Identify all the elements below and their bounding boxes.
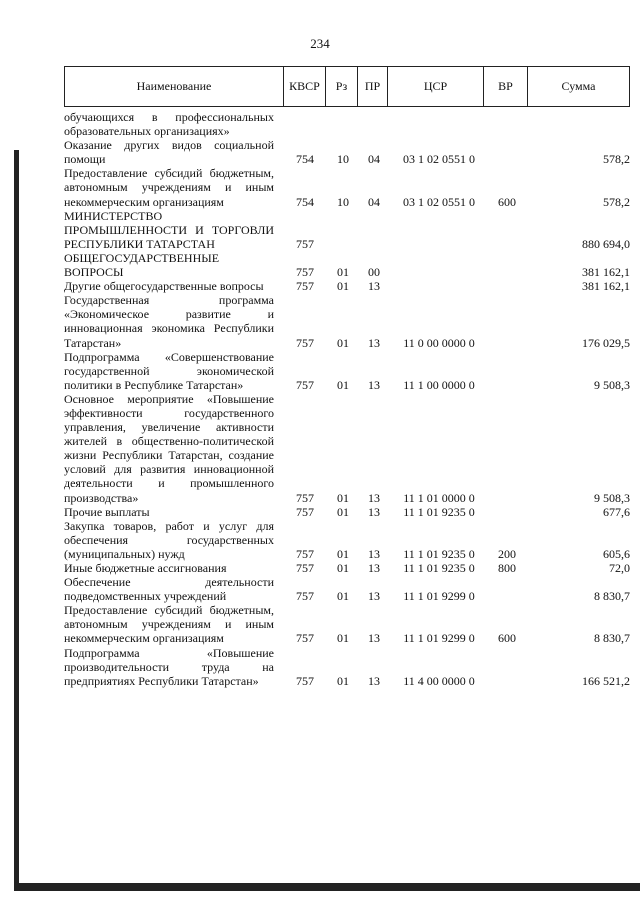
- row-name: Прочие выплаты: [64, 504, 150, 519]
- row-name: Обеспечение деятельности подведомственных учреждений: [64, 575, 274, 604]
- row-sum: 381 162,1: [582, 279, 630, 294]
- scan-bottom-border: [14, 883, 640, 891]
- row-name: МИНИСТЕРСТВО ПРОМЫШЛЕННОСТИ И ТОРГОВЛИ РЕСПУБЛИКИ ТАТАРСТАН: [64, 208, 274, 251]
- table-row: [64, 350, 630, 392]
- row-vr: 600: [498, 194, 516, 209]
- row-rz: 01: [337, 279, 349, 294]
- row-name: Подпрограмма «Совершенствование государственной экономической политики в Республике Татарстан»: [64, 349, 274, 392]
- table-body: [64, 110, 630, 688]
- row-rz: 01: [337, 377, 349, 392]
- row-csr: 11 1 01 9235 0: [403, 561, 475, 575]
- row-rz: 01: [337, 490, 349, 505]
- table-row: [64, 110, 630, 138]
- row-pr: 13: [368, 335, 380, 350]
- table-row: [64, 603, 630, 645]
- row-kvsr: 754: [296, 194, 314, 209]
- row-kvsr: 754: [296, 152, 314, 167]
- row-name: Иные бюджетные ассигнования: [64, 561, 227, 575]
- row-pr: 13: [368, 673, 380, 688]
- row-vr: 800: [498, 561, 516, 575]
- page-number: 234: [310, 36, 330, 51]
- row-csr: 11 1 00 0000 0: [403, 377, 475, 392]
- row-pr: 13: [368, 589, 380, 604]
- row-sum: 166 521,2: [582, 673, 630, 688]
- row-sum: 9 508,3: [594, 490, 630, 505]
- row-csr: 11 1 01 0000 0: [403, 490, 475, 505]
- row-pr: 13: [368, 279, 380, 294]
- table-row: [64, 519, 630, 561]
- table-row: [64, 138, 630, 166]
- row-rz: 01: [337, 631, 349, 646]
- row-name: Закупка товаров, работ и услуг для обеспечения государственных (муниципальных) нужд: [64, 518, 274, 561]
- column-header-csr: ЦСР: [388, 67, 484, 106]
- row-kvsr: 757: [296, 279, 314, 294]
- row-pr: 13: [368, 490, 380, 505]
- row-rz: 01: [337, 504, 349, 519]
- row-kvsr: 757: [296, 546, 314, 561]
- row-pr: 13: [368, 377, 380, 392]
- row-name: Государственная программа «Экономическое развитие и инновационная экономика Республики Татарстан»: [64, 293, 274, 350]
- row-sum: 8 830,7: [594, 631, 630, 646]
- row-name: обучающихся в профессиональных образовательных организациях»: [64, 110, 274, 139]
- column-header-vr: ВР: [484, 67, 528, 106]
- row-csr: 11 1 01 9235 0: [403, 546, 475, 561]
- row-pr: 13: [368, 546, 380, 561]
- table-header: [64, 66, 630, 107]
- row-kvsr: 757: [296, 236, 314, 251]
- row-vr: 200: [498, 546, 516, 561]
- row-csr: 11 1 01 9235 0: [403, 504, 475, 519]
- table-row: [64, 279, 630, 293]
- row-sum: 72,0: [609, 561, 630, 575]
- row-rz: 01: [337, 546, 349, 561]
- row-kvsr: 757: [296, 673, 314, 688]
- table-row: [64, 392, 630, 505]
- table-row: [64, 505, 630, 519]
- row-sum: 8 830,7: [594, 589, 630, 604]
- row-pr: 13: [368, 504, 380, 519]
- column-header-sum: Сумма: [561, 79, 596, 93]
- row-kvsr: 757: [296, 490, 314, 505]
- table-row: [64, 561, 630, 575]
- row-name: ОБЩЕГОСУДАРСТВЕННЫЕ ВОПРОСЫ: [64, 250, 220, 280]
- column-header-pr: ПР: [358, 67, 388, 106]
- row-csr: 03 1 02 0551 0: [403, 152, 475, 167]
- row-sum: 677,6: [603, 504, 630, 519]
- row-csr: 11 4 00 0000 0: [403, 673, 475, 688]
- row-name: Предоставление субсидий бюджетным, автономным учреждениям и иным некоммерческим организациям: [64, 603, 274, 646]
- table-row: [64, 166, 630, 208]
- row-vr: 600: [498, 631, 516, 646]
- row-sum: 605,6: [603, 546, 630, 561]
- scan-left-border: [14, 150, 19, 890]
- row-csr: 11 1 01 9299 0: [403, 589, 475, 604]
- row-kvsr: 757: [296, 377, 314, 392]
- row-rz: 01: [337, 673, 349, 688]
- row-kvsr: 757: [296, 561, 314, 575]
- row-kvsr: 757: [296, 589, 314, 604]
- row-csr: 03 1 02 0551 0: [403, 194, 475, 209]
- row-csr: 11 0 00 0000 0: [403, 335, 475, 350]
- row-name: Оказание других видов социальной помощи: [64, 138, 274, 167]
- row-rz: 01: [337, 589, 349, 604]
- row-rz: 10: [337, 194, 349, 209]
- row-pr: 00: [368, 265, 380, 280]
- row-name: Предоставление субсидий бюджетным, автономным учреждениям и иным некоммерческим организациям: [64, 166, 274, 209]
- table-row: [64, 251, 630, 279]
- table-row: [64, 209, 630, 251]
- row-pr: 13: [368, 631, 380, 646]
- table-row: [64, 575, 630, 603]
- row-rz: 01: [337, 265, 349, 280]
- row-kvsr: 757: [296, 335, 314, 350]
- row-kvsr: 757: [296, 631, 314, 646]
- row-pr: 13: [368, 561, 380, 575]
- row-rz: 10: [337, 152, 349, 167]
- row-kvsr: 757: [296, 504, 314, 519]
- row-kvsr: 757: [296, 265, 314, 280]
- row-name: Другие общегосударственные вопросы: [64, 279, 264, 294]
- table-row: [64, 646, 630, 688]
- row-sum: 176 029,5: [582, 335, 630, 350]
- row-rz: 01: [337, 335, 349, 350]
- column-header-name: Наименование: [65, 67, 284, 106]
- row-pr: 04: [368, 152, 380, 167]
- row-csr: 11 1 01 9299 0: [403, 631, 475, 646]
- row-sum: 578,2: [603, 152, 630, 167]
- row-sum: 578,2: [603, 194, 630, 209]
- row-name: Основное мероприятие «Повышение эффективности государственного управления, увеличение активности жителей в общественно-политической жизни Республики Татарстан, создание условий для развития инновационной деятельности и промышленного производства»: [64, 391, 274, 505]
- row-sum: 880 694,0: [582, 236, 630, 251]
- row-rz: 01: [337, 561, 349, 575]
- table-row: [64, 293, 630, 349]
- row-sum: 381 162,1: [582, 265, 630, 280]
- column-header-kvsr: КВСР: [284, 67, 326, 106]
- row-pr: 04: [368, 194, 380, 209]
- row-name: Подпрограмма «Повышение производительности труда на предприятиях Республики Татарстан»: [64, 645, 274, 688]
- row-sum: 9 508,3: [594, 377, 630, 392]
- column-header-rz: Рз: [326, 67, 358, 106]
